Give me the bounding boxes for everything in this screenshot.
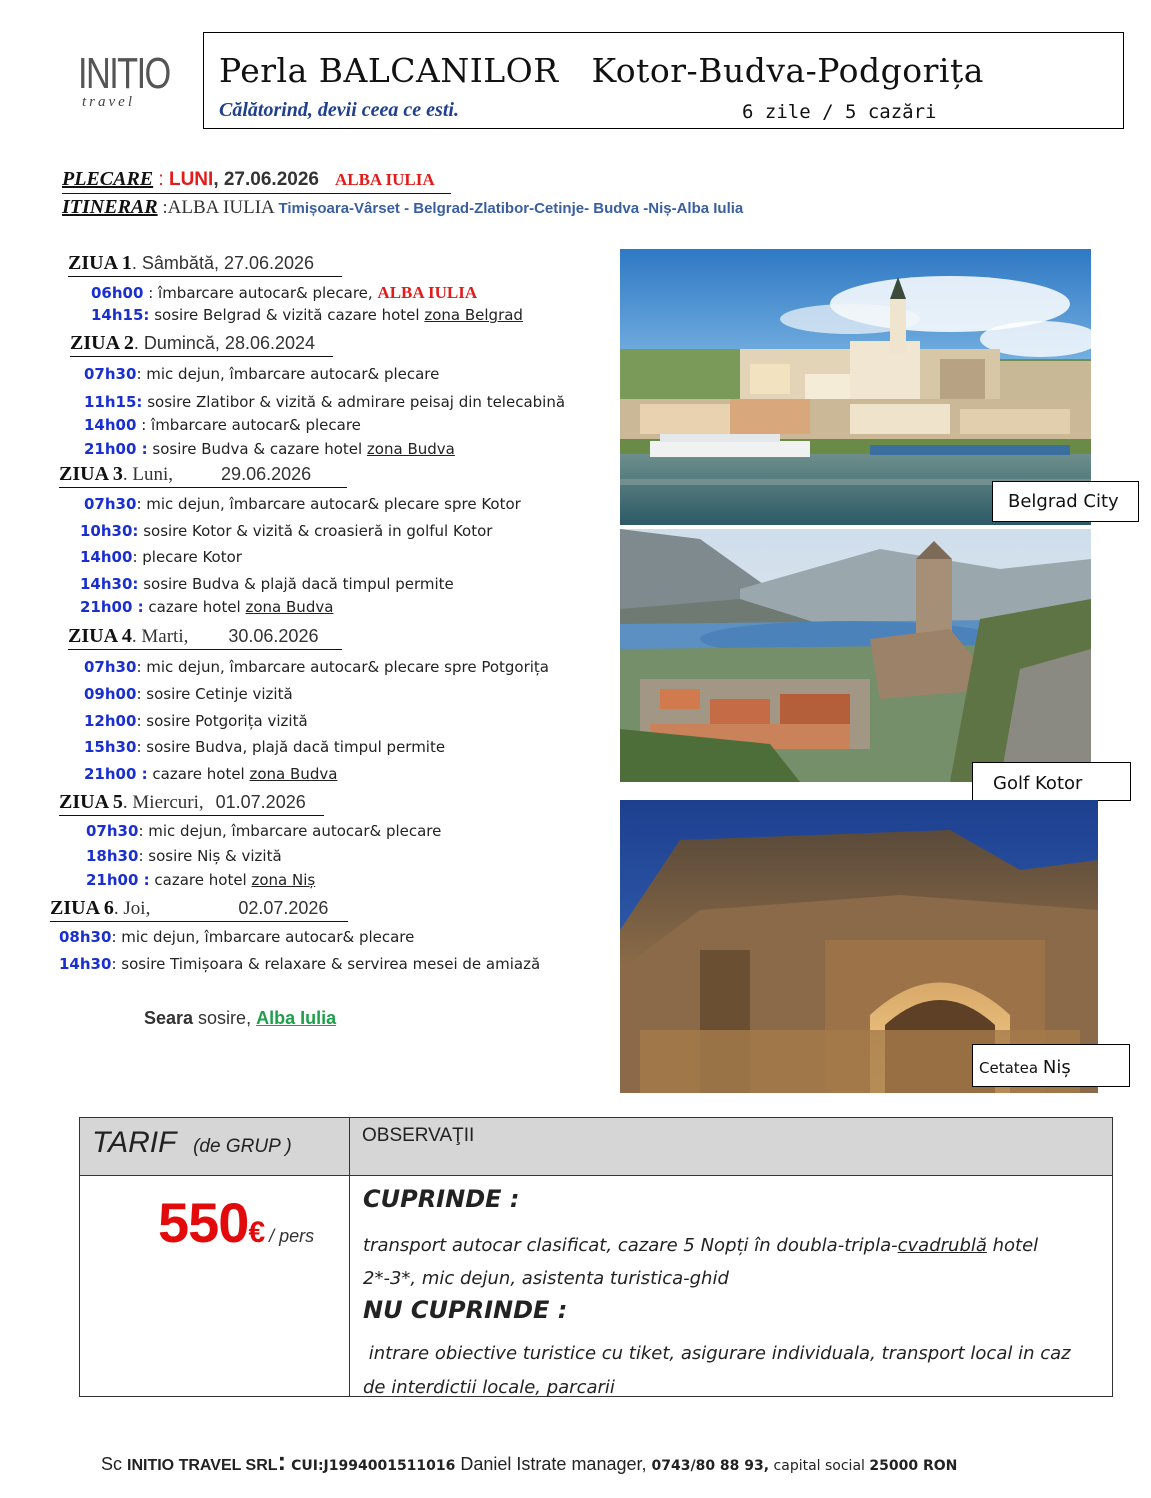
activity-text: : mic dejun, îmbarcare autocar& plecare spre Kotor [136,495,521,513]
day-activity [80,575,454,593]
activity-zone: zona Budva [245,598,334,616]
day-weekday: . Miercuri, [122,792,204,813]
price-per: / pers [269,1226,315,1246]
activity-time: 06h00 [91,284,144,302]
day-activity [91,283,477,303]
activity-text: : îmbarcare autocar& plecare [136,416,361,434]
day-activity [59,955,540,973]
activity-time: 14h30: [80,575,139,593]
activity-time: 14h30 [59,955,112,973]
includes-text-u: cvadrublă [897,1235,987,1256]
day-activity [59,928,414,946]
day-header [68,252,342,277]
departure-date: , 27.06.2026 [213,169,319,190]
tariff-label-sub: (de GRUP ) [193,1136,292,1157]
activity-zone: zona Budva [249,765,338,783]
activity-text: : sosire Cetinje vizită [136,685,293,703]
activity-time: 21h00 : [80,598,144,616]
day-activity [86,871,315,889]
price-value: 550 [158,1191,249,1254]
day-weekday: . Joi, [113,898,151,919]
activity-text: cazare hotel [149,871,252,889]
nis-caption-big: Niș [1042,1057,1071,1078]
activity-time: 07h30 [84,365,137,383]
itinerary-line [62,196,743,219]
day-activity [84,685,293,703]
activity-time: 07h30 [86,822,139,840]
nis-caption-small: Cetatea [979,1059,1043,1077]
activity-time: 21h00 : [84,765,148,783]
title-box [203,32,1124,129]
activity-time: 12h00 [84,712,137,730]
day-weekday: . Luni, [122,464,174,485]
includes-text-a: transport autocar clasificat, cazare 5 Nopți în doubla-tripla- [363,1235,898,1256]
activity-text: : plecare Kotor [132,548,242,566]
activity-city: ALBA IULIA [377,283,478,302]
observations-label: OBSERVAŢII [362,1125,475,1146]
day-weekday: . Sâmbătă, 27.06.2026 [131,253,315,273]
departure-sep: : [153,169,169,190]
day-header [50,897,348,922]
includes-title: CUPRINDE : [363,1185,520,1213]
activity-time: 08h30 [59,928,112,946]
includes-text-b: hotel 2*-3*, mic dejun, asistenta turistica-ghid [363,1235,1039,1289]
price-currency: € [248,1216,266,1249]
day-date: 29.06.2026 [221,464,312,484]
footer-capital-label: capital social [769,1458,870,1474]
tariff-table [79,1117,1113,1397]
activity-time: 14h00 [84,416,137,434]
activity-time: 15h30 [84,738,137,756]
activity-text: : sosire Budva, plajă dacă timpul permite [136,738,446,756]
excludes-text-body: intrare obiective turistice cu tiket, asigurare individuala, transport local in caz de interdictii locale, parcarii [363,1343,1071,1398]
logo-main-text: INITIO [78,49,170,98]
footer-phone: 0743/80 88 93, [651,1458,770,1474]
activity-zone: zona Budva [366,440,455,458]
activity-text: : sosire Niș & vizită [138,847,282,865]
kotor-caption: Golf Kotor [972,762,1131,801]
day-date: 02.07.2026 [238,898,329,918]
day-number: ZIUA 4 [68,625,132,647]
itinerary-label: ITINERAR [62,196,158,218]
activity-text: : sosire Timișoara & relaxare & servirea mesei de amiază [111,955,541,973]
day-activity [80,598,333,616]
tariff-label [92,1126,292,1160]
activity-time: 14h15: [91,306,150,324]
footer-sc: Sc [101,1454,128,1474]
day-number: ZIUA 1 [68,252,132,274]
activity-text: : sosire Potgorița vizită [136,712,308,730]
activity-time: 10h30: [80,522,139,540]
departure-line [62,168,451,194]
activity-text: : mic dejun, îmbarcare autocar& plecare [138,822,442,840]
kotor-photo [620,529,1091,782]
departure-day: LUNI [168,169,214,190]
day-number: ZIUA 5 [59,791,123,813]
day-date: 01.07.2026 [215,792,306,812]
activity-text: : îmbarcare autocar& plecare, [143,284,378,302]
day-activity [91,306,523,324]
activity-time: 11h15: [84,393,143,411]
itinerary-route: Timișoara-Vârset - Belgrad-Zlatibor-Cetinje- Budva -Niș-Alba Iulia [278,200,744,217]
departure-city: ALBA IULIA [334,170,435,189]
footer-colon: : [277,1446,287,1476]
tariff-label-main: TARIF [92,1126,177,1159]
activity-time: 18h30 [86,847,139,865]
company-logo [78,49,193,114]
activity-time: 09h00 [84,685,137,703]
tariff-table-divider [349,1118,350,1396]
day-header [68,625,342,650]
day-activity [84,440,455,458]
activity-time: 21h00 : [84,440,148,458]
excludes-text [363,1337,1093,1405]
day-activity [84,416,361,434]
includes-text [363,1229,1093,1295]
day-header [59,463,347,488]
activity-text: sosire Belgrad & vizită cazare hotel [149,306,425,324]
day-date: 30.06.2026 [228,626,319,646]
activity-text: cazare hotel [143,598,246,616]
day-activity [84,393,565,411]
arrival-bold: Seara [144,1008,194,1028]
activity-zone: zona Niș [251,871,316,889]
slogan: Călătorind, devii ceea ce esti. [219,99,459,121]
day-activity [84,658,549,676]
footer-company: INITIO TRAVEL SRL [127,1457,278,1474]
activity-text: : mic dejun, îmbarcare autocar& plecare spre Potgorița [136,658,549,676]
arrival-text: sosire, [193,1008,257,1028]
activity-time: 21h00 : [86,871,150,889]
day-activity [84,712,308,730]
activity-text: sosire Budva & plajă dacă timpul permite [138,575,454,593]
logo-sub-text: travel [82,94,135,110]
excludes-title: NU CUPRINDE : [363,1296,568,1324]
golf-kotor-image [620,529,1091,782]
day-activity [80,522,492,540]
day-activity [84,365,439,383]
day-activity [86,822,441,840]
activity-time: 14h00 [80,548,133,566]
nis-caption [972,1044,1130,1087]
activity-text: : mic dejun, îmbarcare autocar& plecare [111,928,415,946]
activity-text: sosire Zlatibor & vizită & admirare peisaj din telecabină [142,393,566,411]
activity-zone: zona Belgrad [424,306,523,324]
footer [101,1446,957,1477]
day-header [59,791,324,816]
day-activity [86,847,282,865]
day-number: ZIUA 6 [50,897,114,919]
activity-text: sosire Budva & cazare hotel [147,440,367,458]
trip-duration: 6 zile / 5 cazări [742,101,937,123]
day-activity [84,495,521,513]
day-header [70,332,333,357]
day-number: ZIUA 3 [59,463,123,485]
arrival-city: Alba Iulia [256,1008,337,1028]
day-activity [80,548,242,566]
departure-label: PLECARE [62,168,154,190]
activity-text: cazare hotel [147,765,250,783]
price [158,1190,314,1255]
activity-text: : mic dejun, îmbarcare autocar& plecare [136,365,440,383]
belgrad-caption: Belgrad City [992,481,1139,522]
footer-cui: CUI:J1994001511016 [286,1458,456,1474]
day-activity [84,765,337,783]
day-activity [84,738,445,756]
footer-manager: Daniel Istrate manager, [455,1454,652,1474]
activity-text: sosire Kotor & vizită & croasieră in golful Kotor [138,522,493,540]
page-title: Perla BALCANILOR Kotor-Budva-Podgorița [219,51,984,90]
activity-time: 07h30 [84,658,137,676]
arrival-line [144,1008,336,1029]
footer-capital: 25000 RON [869,1458,958,1474]
day-weekday: . Dumincă, 28.06.2024 [133,333,316,353]
itinerary-start: :ALBA IULIA [157,197,279,218]
day-number: ZIUA 2 [70,332,134,354]
activity-time: 07h30 [84,495,137,513]
day-weekday: . Marti, [131,626,189,647]
